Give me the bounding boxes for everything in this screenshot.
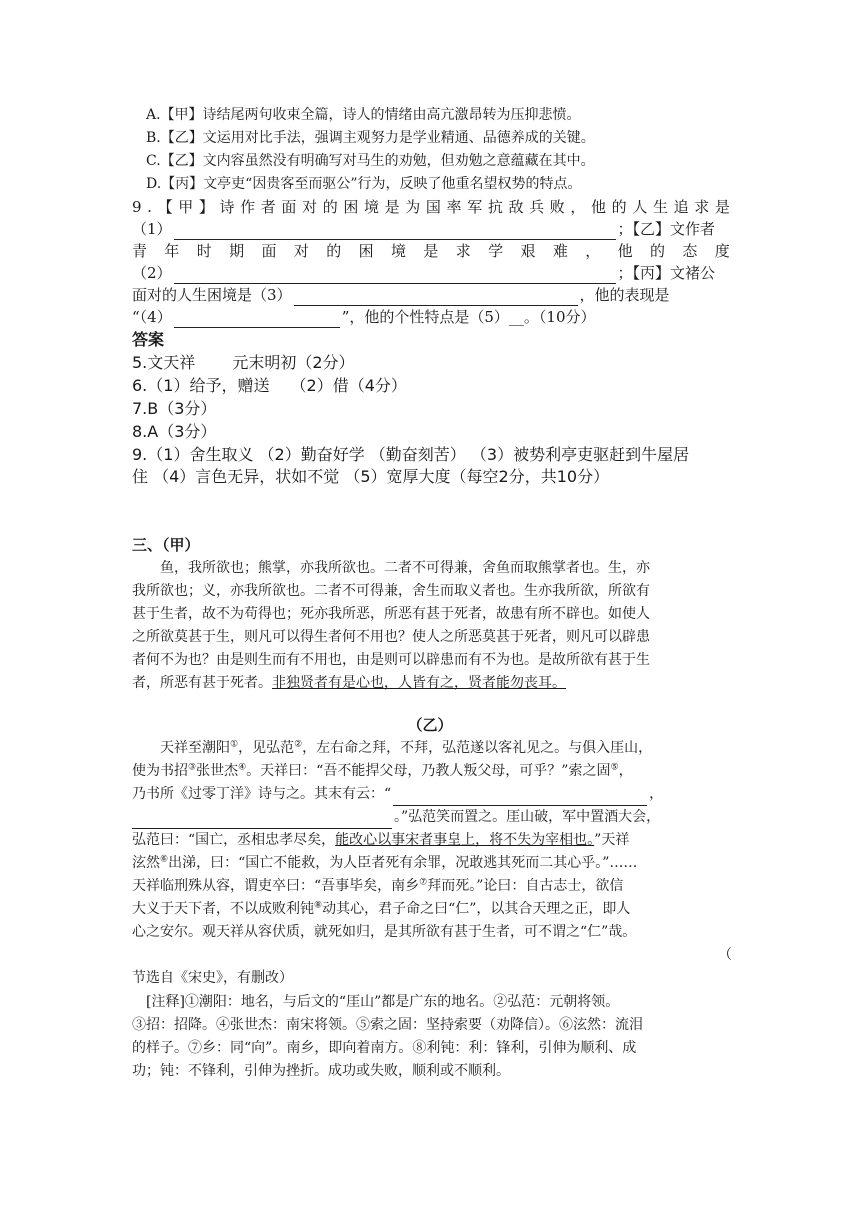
answers-heading: 答案 [132, 330, 165, 349]
passage-yi: 天祥至潮阳①，见弘范②，左右命之拜，不拜，弘范遂以客礼见之。与俱入厓山， 使为书招③张世杰④。天祥曰：“吾不能捍父母，乃教人叛父母，可乎？”索之固⑤， 乃书所《过零丁洋》诗与之。其末有云：“ ， 。”弘范笑而置之。厓山破，军中置酒大会， 弘范曰：“国亡，丞相忠孝尽矣，能改心以事宋者事皇上，将不失为宰相也。”天祥 泫然⑥出涕，曰：“国亡不能救，为人臣者死有余罪，况敢逃其死而二其心乎。”…… 天祥临刑殊从容，谓吏卒曰：“吾事毕矣，南乡⑦拜而死。”论曰：自古志士，欲信 大义于天下者，不以成败利钝⑧动其心，君子命之曰“仁”，以其合天理之正，即人 心之安尔。观天祥从容伏质，就死如归，是其所欲有甚于生者，可不谓之“仁”哉。 （ 节选自《宋史》，有删改） [132, 739, 732, 986]
question-9 [132, 196, 730, 328]
passage-yi-title: （乙） [407, 716, 453, 734]
answer-8: 8.A（3分） [132, 422, 217, 441]
answer-7: 7.B（3分） [132, 399, 217, 418]
q9-line-5: 面对的人生困境是（3） ，他的表现是 [132, 286, 670, 304]
section-3-title: 三、（甲） [132, 536, 200, 554]
option-c: C.【乙】文内容虽然没有明确写对马生的劝勉，但劝勉之意蕴藏在其中。 [146, 153, 595, 169]
q9-line-2: （1） ；【乙】文作者 [132, 220, 716, 238]
passage-jia: 鱼，我所欲也；熊掌，亦我所欲也。二者不可得兼，舍鱼而取熊掌者也。生，亦 我所欲也；义，亦我所欲也。二者不可得兼，舍生而取义者也。生亦我所欲，所欲有 甚于生者，故不为苟得也；死亦我所恶，所恶有甚于死者，故患有所不辟也。如使人 之所欲莫甚于生，则凡可以得生者何不用也？使人之所恶莫甚于死者，则凡可以辟患 者何不为也？由是则生而有不用也，由是则可以辟患而有不为也。是故所欲有甚于生 者，所恶有甚于死者。非独贤者有是心也，人皆有之，贤者能勿丧耳。 [132, 560, 650, 691]
answer-blank-4[interactable] [174, 311, 340, 328]
answer-5: 5.文天祥 元末明初（2分） [132, 353, 355, 372]
answer-blank-3[interactable] [294, 289, 578, 306]
poem-blank-1[interactable] [393, 789, 647, 806]
underlined-quote: 能改心以事宋者事皇上，将不失为宰相也。 [335, 832, 595, 848]
underlined-sentence: 非独贤者有是心也，人皆有之，贤者能勿丧耳。 [272, 675, 566, 691]
answer-9: 9.（1）舍生取义 （2）勤奋好学 （勤奋刻苦） （3）被势利亭吏驱赶到牛屋居 住 （4）言色无异，状如不觉 （5）宽厚大度（每空2分，共10分） [132, 445, 690, 486]
poem-blank-2[interactable] [132, 812, 392, 829]
q9-line-4: （2） ；【丙】文褚公 [132, 264, 716, 282]
q9-line-3: 青 年 时 期 面 对 的 困 境 是 求 学 艰 难 ， 他 的 态 度 [132, 242, 730, 260]
option-d: D.【丙】文亭吏“因贵客至而驱公”行为，反映了他重名望权势的特点。 [146, 176, 582, 192]
answer-blank-2[interactable] [174, 267, 616, 284]
answer-blank-1[interactable] [174, 223, 616, 240]
option-a: A.【甲】诗结尾两句收束全篇，诗人的情绪由高亢激昂转为压抑悲愤。 [146, 107, 581, 123]
answer-6: 6.（1）给予，赠送 （2）借（4分） [132, 376, 407, 395]
option-b: B.【乙】文运用对比手法，强调主观努力是学业精通、品德养成的关键。 [146, 130, 595, 146]
q9-line-1: 9 . 【 甲 】 诗 作 者 面 对 的 困 境 是 为 国 率 军 抗 敌 兵 败 ， 他 的 人 生 追 求 是 [132, 198, 730, 216]
q9-line-6: “（4） ”，他的个性特点是（5）__。（10分） [132, 308, 596, 326]
annotations: [注释]①潮阳：地名，与后文的“厓山”都是广东的地名。②弘范：元朝将领。 ③招：招降。④张世杰：南宋将领。⑤索之固：坚持索要（劝降信）。⑥泫然：流泪 的样子。⑦乡：同“向”。南乡，即向着南方。⑧利钝：利：锋利，引伸为顺利、成 功；钝：不锋利，引伸为挫折。成功或失败，顺利或不顺利。 [132, 994, 643, 1079]
